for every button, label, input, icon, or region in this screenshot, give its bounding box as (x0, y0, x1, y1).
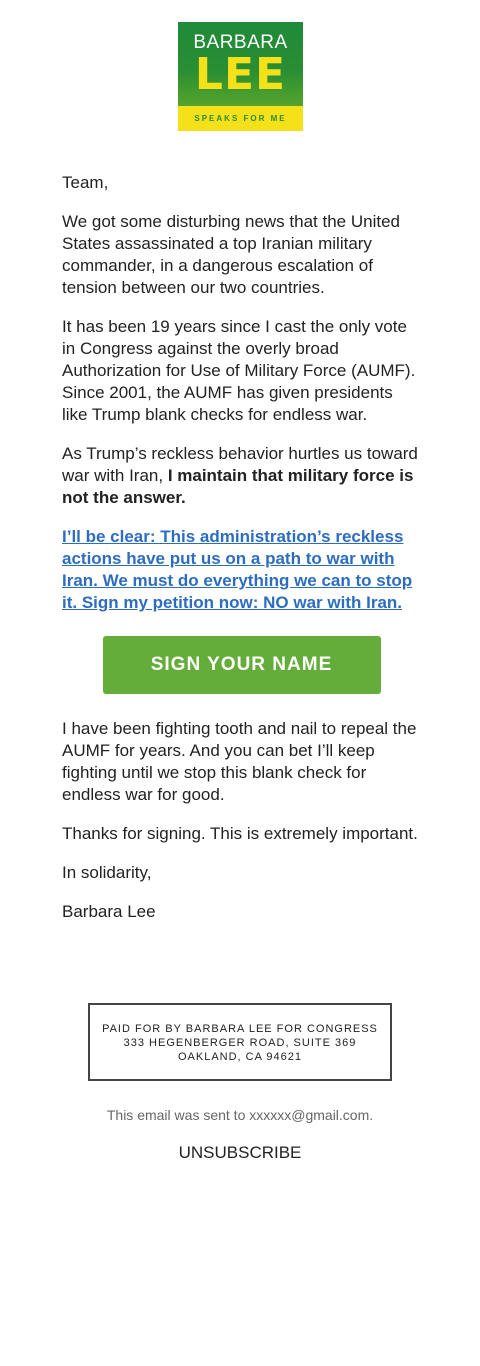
cta-container (62, 636, 422, 694)
paid-for-disclaimer (88, 1003, 392, 1081)
sent-to-notice: This email was sent to xxxxxx@gmail.com. (106, 1107, 374, 1123)
unsubscribe-link[interactable]: UNSUBSCRIBE (178, 1143, 302, 1162)
sign-your-name-button[interactable]: SIGN YOUR NAME (103, 636, 381, 694)
logo-first-name: BARBARA (193, 32, 288, 53)
barbara-lee-logo (178, 22, 303, 131)
logo-last-name: LEE (194, 49, 287, 100)
paid-for-line: PAID FOR BY BARBARA LEE FOR CONGRESS (102, 1023, 378, 1035)
paragraph-fighting: I have been fighting tooth and nail to repeal the AUMF for years. And you can bet I’ll keep fighting until we stop this blank check for endless war for good. (62, 719, 417, 804)
city-line: OAKLAND, CA 94621 (177, 1051, 302, 1063)
closing: In solidarity, (62, 863, 152, 882)
email-body (62, 172, 422, 940)
paragraph-position (62, 443, 422, 509)
unsubscribe-container (0, 1143, 480, 1163)
address-line: 333 HEGENBERGER ROAD, SUITE 369 (123, 1037, 357, 1049)
paragraph-aumf-history: It has been 19 years since I cast the only vote in Congress against the overly broad Authorization for Use of Military Force (AUMF). Since 2001, the AUMF has given presidents like Trump blank checks for endless war. (62, 317, 416, 424)
greeting: Team, (62, 173, 109, 192)
petition-link[interactable]: I’ll be clear: This administration’s reckless actions have put us on a path to war with Iran. We must do everything we can to stop it. Sign my petition now: NO war with Iran. (62, 527, 413, 612)
signature: Barbara Lee (62, 902, 156, 921)
position-bold-text: I maintain that military force is not the answer. (62, 466, 414, 507)
logo-tagline: SPEAKS FOR ME (178, 106, 303, 131)
position-text: As Trump’s reckless behavior hurtles us toward war with Iran, (62, 444, 418, 485)
petition-paragraph (62, 526, 422, 614)
paragraph-news: We got some disturbing news that the United States assassinated a top Iranian military commander, in a dangerous escalation of tension between our two countries. (62, 212, 400, 297)
paragraph-thanks: Thanks for signing. This is extremely important. (62, 824, 418, 843)
